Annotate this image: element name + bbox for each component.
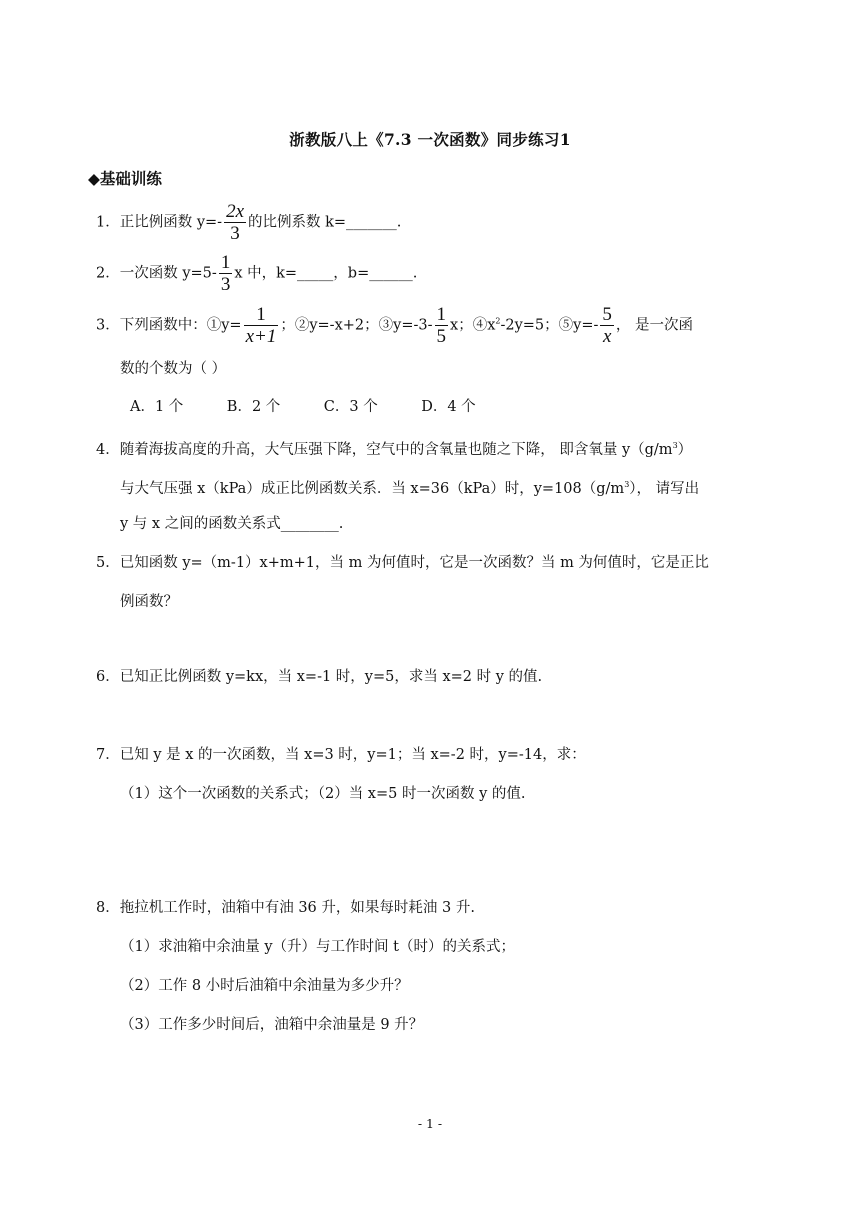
q4-text-1: 4．随着海拔高度的升高，大气压强下降，空气中的含氧量也随之下降， 即含氧量 y（g/m	[96, 442, 673, 458]
q5-line-2: 例函数？	[120, 594, 178, 610]
q4-text-4: ）， 请写出	[629, 481, 700, 497]
q3-f1-denominator: x+1	[245, 326, 277, 347]
q3-fraction-2	[435, 304, 449, 347]
q2-fraction	[219, 252, 233, 295]
q4-text-3: 与大气压强 x（kPa）成正比例函数关系．当 x=36（kPa）时，y=108（g/m	[120, 481, 625, 497]
q8-line-1: 8．拖拉机工作时，油箱中有油 36 升，如果每时耗油 3 升.	[96, 900, 475, 916]
q3-text-2: x；④x	[450, 317, 496, 334]
q3-text-1: ；②y=-x+2；③y=-3-	[280, 317, 433, 334]
q2-suffix: x 中，k=_____，b=______.	[234, 265, 418, 282]
page-title: 浙教版八上《7.3 一次函数》同步练习1	[289, 130, 571, 149]
question-2	[96, 252, 417, 295]
q4-superscript-1: 3	[672, 441, 678, 450]
page-number: - 1 -	[417, 1116, 443, 1131]
q4-line-3: y 与 x 之间的函数关系式________.	[120, 516, 344, 532]
q3-prefix: 3．下列函数中：①y=	[96, 317, 242, 334]
q7-line-1: 7．已知 y 是 x 的一次函数，当 x=3 时，y=1；当 x=-2 时，y=-14，求：	[96, 747, 586, 763]
q2-numerator: 1	[220, 252, 231, 273]
q4-line-2	[120, 475, 699, 499]
q4-text-2: ）	[677, 442, 693, 458]
q3-f3-denominator: x	[602, 326, 612, 347]
q3-fraction-1	[244, 304, 279, 347]
q1-numerator: 2x	[226, 201, 245, 222]
q3-line-2: 数的个数为（ ）	[120, 361, 227, 377]
q5-line-1: 5．已知函数 y=（m-1）x+m+1，当 m 为何值时，它是一次函数？当 m 为何值时，它是正比	[96, 555, 709, 571]
q2-prefix: 2．一次函数 y=5-	[96, 265, 217, 282]
q4-superscript-2: 3	[624, 480, 630, 489]
q1-suffix: 的比例系数 k=_______.	[248, 214, 402, 231]
q3-suffix: ， 是一次函	[615, 317, 694, 334]
q7-line-2: （1）这个一次函数的关系式；（2）当 x=5 时一次函数 y 的值.	[120, 786, 526, 802]
section-heading: ◆基础训练	[88, 169, 162, 188]
q8-line-2: （1）求油箱中余油量 y（升）与工作时间 t（时）的关系式；	[120, 939, 515, 955]
q3-f2-numerator: 1	[436, 304, 447, 325]
q8-line-3: （2）工作 8 小时后油箱中余油量为多少升？	[120, 978, 409, 994]
q2-denominator: 3	[220, 274, 231, 295]
q3-options: A．1 个 B．2 个 C．3 个 D．4 个	[130, 399, 476, 415]
q3-text-3: -2y=5；⑤y=-	[500, 317, 599, 334]
q3-fraction-3	[600, 304, 614, 347]
q1-denominator: 3	[230, 223, 240, 244]
q3-f3-numerator: 5	[602, 304, 612, 325]
q1-prefix: 1．正比例函数 y=-	[96, 214, 223, 231]
q1-fraction	[224, 201, 246, 244]
question-3	[96, 304, 693, 347]
q3-f1-numerator: 1	[244, 304, 279, 326]
q4-line-1	[96, 436, 692, 460]
q3-superscript: 2	[495, 316, 501, 326]
question-1	[96, 201, 401, 244]
q8-line-4: （3）工作多少时间后，油箱中余油量是 9 升？	[120, 1017, 424, 1033]
q6-line-1: 6．已知正比例函数 y=kx，当 x=-1 时，y=5，求当 x=2 时 y 的值.	[96, 669, 543, 685]
q3-f2-denominator: 5	[436, 326, 447, 347]
